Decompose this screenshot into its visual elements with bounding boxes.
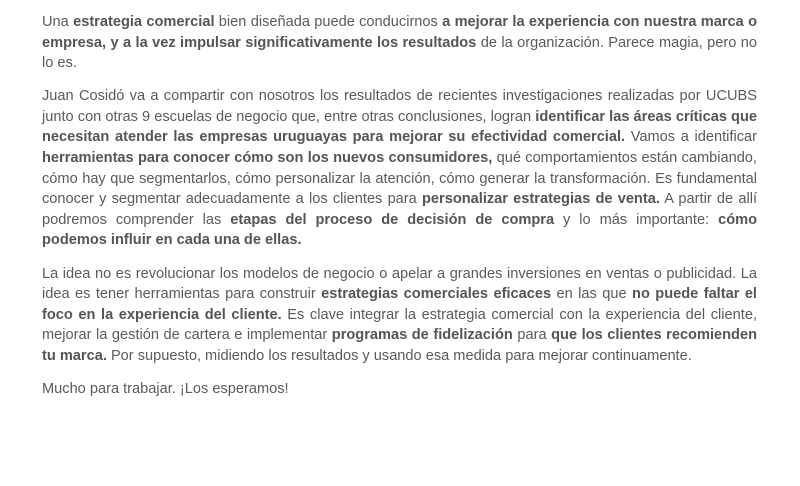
- body-text: de la organización. Parece magia, pero no lo es.: [42, 34, 757, 72]
- body-text: bien diseñada puede conducirnos: [214, 14, 443, 30]
- body-text: La idea no es revolucionar los modelos de negocio o apelar a grandes inversiones en ventas o publicidad. La idea es tener herramientas para construir: [42, 265, 757, 303]
- emphasis-text: personalizar estrategias de venta.: [422, 191, 660, 208]
- emphasis-text: estrategias comerciales eficaces: [321, 286, 552, 303]
- body-text: para: [512, 327, 552, 344]
- emphasis-text: no puede faltar el foco en la experiencia del cliente.: [42, 286, 757, 323]
- body-text: en las que: [551, 286, 633, 303]
- article-body: [42, 12, 757, 412]
- body-text: Juan Cosidó va a compartir con nosotros los resultados de recientes investigaciones realizadas por UCUBS junto con otras 9 escuelas de negocio que, entre otras conclusiones, logran: [42, 88, 757, 125]
- emphasis-text: cómo podemos influir en cada una de ellas.: [42, 211, 757, 249]
- body-text: Una: [42, 14, 74, 30]
- body-text: A partir de allí podremos comprender las: [42, 191, 757, 228]
- paragraph-intro: [42, 12, 757, 74]
- emphasis-text: que los clientes recomienden tu marca.: [42, 327, 757, 364]
- emphasis-text: herramientas para conocer cómo son los nuevos consumidores,: [42, 150, 493, 167]
- body-text: qué comportamientos están cambiando, cómo hay que segmentarlos, cómo personalizar la atención, cómo generar la transformación. Es fundamental conocer y segmentar adecuadamente a los clientes para: [42, 150, 757, 208]
- emphasis-text: a mejorar la experiencia con nuestra marca o empresa, y a la vez impulsar significativamente los resultados: [42, 14, 758, 51]
- paragraph-idea: [42, 264, 757, 367]
- emphasis-text: programas de fidelización: [331, 327, 513, 344]
- emphasis-text: identificar las áreas críticas que necesitan atender las empresas uruguayas para mejorar su efectividad comercial.: [42, 108, 758, 146]
- body-text: Vamos a identificar: [625, 129, 757, 146]
- body-text: Es clave integrar la estrategia comercial con la experiencia del cliente, mejorar la gestión de cartera e implementar: [42, 306, 758, 344]
- emphasis-text: estrategia comercial: [73, 14, 215, 30]
- body-text: Mucho para trabajar. ¡Los esperamos!: [42, 381, 289, 397]
- body-text: y lo más importante:: [554, 211, 719, 228]
- paragraph-closing: [42, 379, 757, 400]
- emphasis-text: etapas del proceso de decisión de compra: [230, 211, 555, 228]
- paragraph-speaker: [42, 86, 757, 251]
- body-text: Por supuesto, midiendo los resultados y usando esa medida para mejorar continuamente.: [106, 347, 692, 364]
